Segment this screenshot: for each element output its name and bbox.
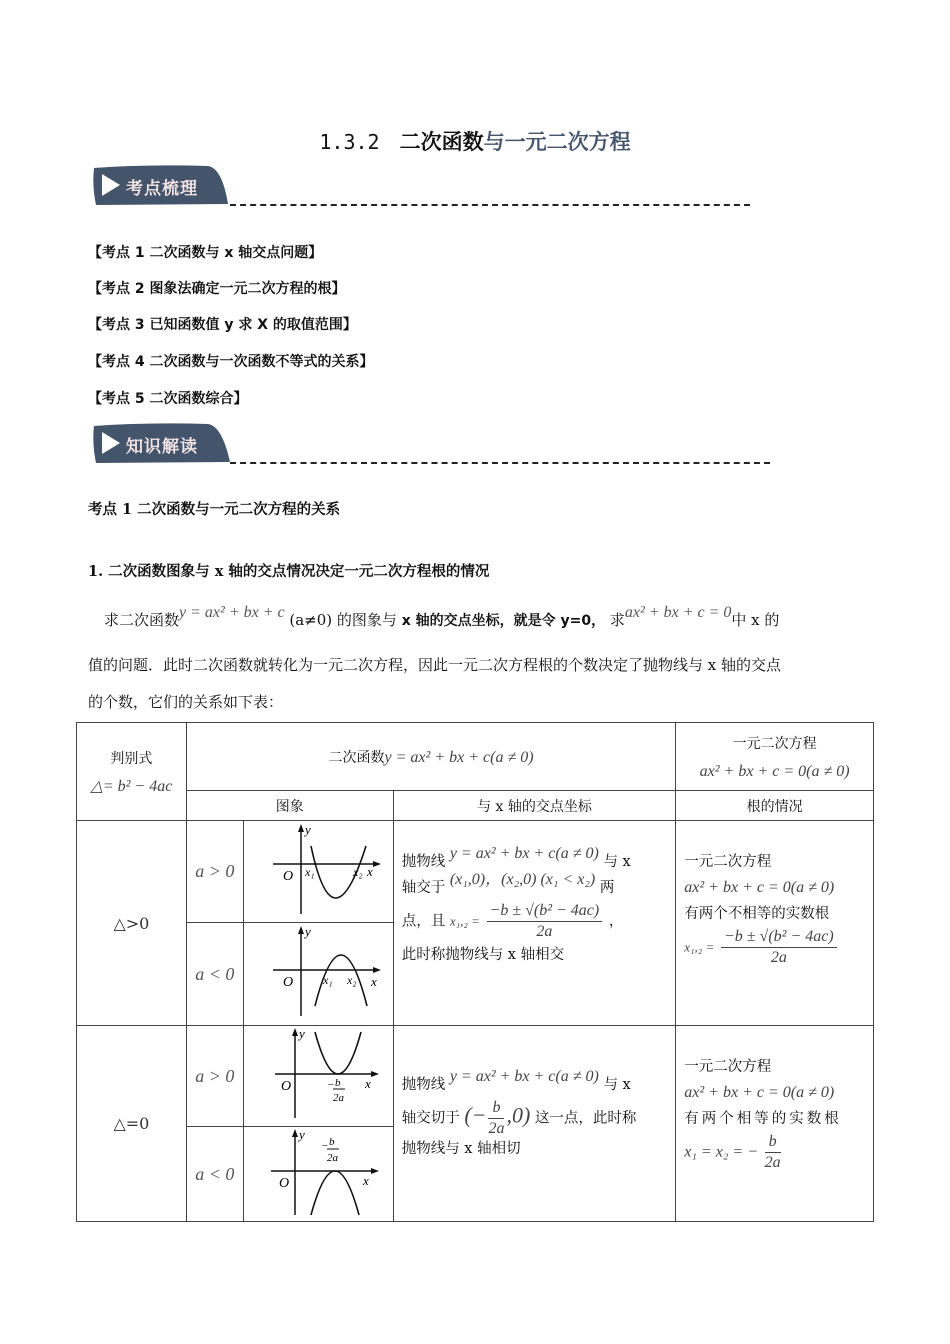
denominator: 2a (764, 1154, 781, 1171)
roots-equal (676, 1026, 874, 1222)
cell-text: 有两个相等的实数根 (684, 1111, 842, 1127)
formula: x₁,₂ = (684, 939, 715, 955)
numerator: b (765, 1132, 781, 1153)
col-header-intersect: 与 x 轴的交点坐标 (393, 791, 676, 821)
section-subheading: 1. 二次函数图象与 x 轴的交点情况决定一元二次方程根的情况 (88, 563, 490, 580)
cell-text: 有两个不相等的实数根 (684, 906, 830, 922)
disc-formula: △= b² − 4ac (90, 777, 173, 795)
numerator: b (488, 1098, 504, 1119)
cell-text: 这一点，此时称 (534, 1110, 637, 1127)
disc-label: 判别式 (110, 750, 153, 767)
banner-knowledge (90, 422, 772, 466)
col-header-graph: 图象 (186, 791, 393, 821)
svg-text:x: x (367, 863, 373, 879)
root-formula (765, 1132, 781, 1173)
cell-text: 轴交切于 (401, 1110, 460, 1127)
intersect-tangent: 抛物线 y = ax² + bx + c(a ≠ 0) 与 x 轴交切于 (− $\frac{b}{2a}$ ,0) 这一点，此时称 抛物线与 x 轴相切 (393, 1026, 676, 1222)
header-equation (676, 723, 874, 791)
svg-text:x: x (365, 1076, 371, 1091)
dashed-divider (230, 204, 750, 206)
disc-zero: △=0 (77, 1026, 187, 1222)
root-formula (487, 901, 603, 942)
header-function (186, 723, 675, 791)
title-part-1: 二次函数 (399, 130, 484, 154)
eq-formula: ax² + bx + c = 0(a ≠ 0) (699, 762, 850, 780)
svg-text:x₂: x₂ (353, 864, 363, 879)
root-formula (721, 927, 837, 968)
svg-text:2a: 2a (327, 1152, 339, 1164)
eq-label: 一元二次方程 (732, 735, 817, 752)
para-bold-text: x 轴的交点坐标，就是令 y=0， (401, 613, 606, 629)
cell-text: ， (608, 913, 624, 930)
relationship-table (76, 722, 874, 1222)
case-a-positive: a > 0 (186, 1026, 243, 1127)
section-heading: 考点 1 二次函数与一元二次方程的关系 (88, 501, 341, 518)
svg-text:O: O (279, 1176, 290, 1191)
svg-text:x: x (363, 1173, 369, 1188)
svg-text:O: O (283, 868, 294, 884)
svg-text:b: b (329, 1136, 335, 1148)
svg-text:y: y (299, 1026, 305, 1041)
roots-two-distinct (676, 821, 874, 1026)
para-line-3: 的个数，它们的关系如下表： (88, 693, 284, 711)
formula: (x₁,0)，(x₂,0) (x₁ < x₂) (449, 871, 596, 888)
func-label: 二次函数 (328, 749, 385, 766)
para-text: (a≠0) 的图象与 (289, 611, 397, 629)
denominator: 2a (770, 949, 787, 966)
svg-text:y: y (299, 1127, 305, 1142)
denominator: 2a (488, 1120, 505, 1137)
key-point-2: 【考点 2 图象法确定一元二次方程的根】 (88, 281, 346, 297)
denominator: 2a (536, 923, 553, 940)
svg-text:x₂: x₂ (347, 973, 357, 987)
para-line-2: 值的问题．此时二次函数就转化为一元二次方程，因此一元二次方程根的个数决定了抛物线与 x 轴的交点 (88, 656, 782, 674)
case-a-negative: a < 0 (186, 1127, 243, 1222)
graph-downward-two-roots (243, 923, 393, 1026)
tangent-point (488, 1098, 504, 1139)
numerator: −b ± √(b² − 4ac) (487, 901, 603, 922)
parabola-graph-icon (253, 1127, 383, 1217)
section-number: 1.3.2 (319, 130, 380, 154)
key-point-5: 【考点 5 二次函数综合】 (88, 391, 248, 407)
formula: ax² + bx + c = 0(a ≠ 0) (684, 1084, 835, 1101)
svg-text:y: y (305, 924, 311, 939)
svg-text:2a: 2a (333, 1092, 345, 1104)
graph-upward-tangent (243, 1026, 393, 1127)
page-title (0, 126, 950, 156)
svg-text:b: b (335, 1077, 341, 1089)
disc-positive: △>0 (77, 821, 187, 1026)
cell-text: 一元二次方程 (684, 1059, 772, 1075)
cell-text: 与 x (603, 854, 631, 870)
cell-text: 两 (599, 880, 615, 896)
svg-text:x₁: x₁ (305, 864, 315, 879)
cell-text: 抛物线与 x 轴相切 (401, 1141, 521, 1157)
svg-text:x₁: x₁ (323, 973, 333, 987)
para-text: 求 (609, 611, 625, 629)
case-a-positive: a > 0 (186, 821, 243, 923)
cell-text: 轴交于 (401, 880, 446, 896)
svg-text:O: O (281, 1079, 292, 1094)
formula-quadratic: y = ax² + bx + c (179, 604, 285, 621)
parabola-graph-icon (253, 1026, 383, 1122)
banner-review-label: 考点梳理 (126, 179, 198, 199)
intro-paragraph (88, 598, 868, 717)
para-text: 求二次函数 (104, 611, 180, 629)
cell-text: 抛物线 (401, 854, 446, 870)
cell-text: 一元二次方程 (684, 854, 772, 870)
func-formula: y = ax² + bx + c(a ≠ 0) (384, 748, 534, 766)
dashed-divider (230, 462, 770, 464)
graph-downward-tangent (243, 1127, 393, 1222)
formula: x₁ = x₂ = − (684, 1143, 758, 1161)
case-a-negative: a < 0 (186, 923, 243, 1026)
cell-text: 与 x (603, 1077, 631, 1093)
banner-knowledge-label: 知识解读 (126, 437, 198, 457)
cell-text: 抛物线 (401, 1077, 446, 1093)
formula: ax² + bx + c = 0(a ≠ 0) (684, 879, 835, 896)
formula: y = ax² + bx + c(a ≠ 0) (449, 845, 599, 862)
formula-equation: ax² + bx + c = 0 (624, 604, 732, 621)
svg-text:−: − (327, 1079, 335, 1091)
svg-text:y: y (305, 821, 311, 837)
graph-upward-two-roots (243, 821, 393, 923)
formula: x₁,₂ = (449, 913, 480, 929)
para-text: 中 x 的 (731, 611, 780, 629)
banner-review (90, 164, 752, 208)
key-point-1: 【考点 1 二次函数与 x 轴交点问题】 (88, 245, 323, 261)
numerator: −b ± √(b² − 4ac) (721, 927, 837, 948)
header-discriminant (77, 723, 187, 821)
col-header-roots: 根的情况 (676, 791, 874, 821)
title-part-2: 与一元二次方程 (483, 130, 631, 154)
parabola-graph-icon (253, 924, 383, 1020)
cell-text: 点，且 (401, 913, 446, 930)
formula: y = ax² + bx + c(a ≠ 0) (449, 1068, 599, 1085)
svg-text:x: x (371, 974, 377, 989)
svg-text:O: O (283, 975, 294, 990)
intersect-two-points (393, 821, 676, 1026)
key-point-4: 【考点 4 二次函数与一次函数不等式的关系】 (88, 354, 374, 370)
key-point-3: 【考点 3 已知函数值 y 求 X 的取值范围】 (88, 317, 357, 333)
svg-text:−: − (321, 1140, 329, 1152)
parabola-graph-icon (253, 822, 383, 918)
cell-text: 此时称抛物线与 x 轴相交 (401, 947, 565, 963)
